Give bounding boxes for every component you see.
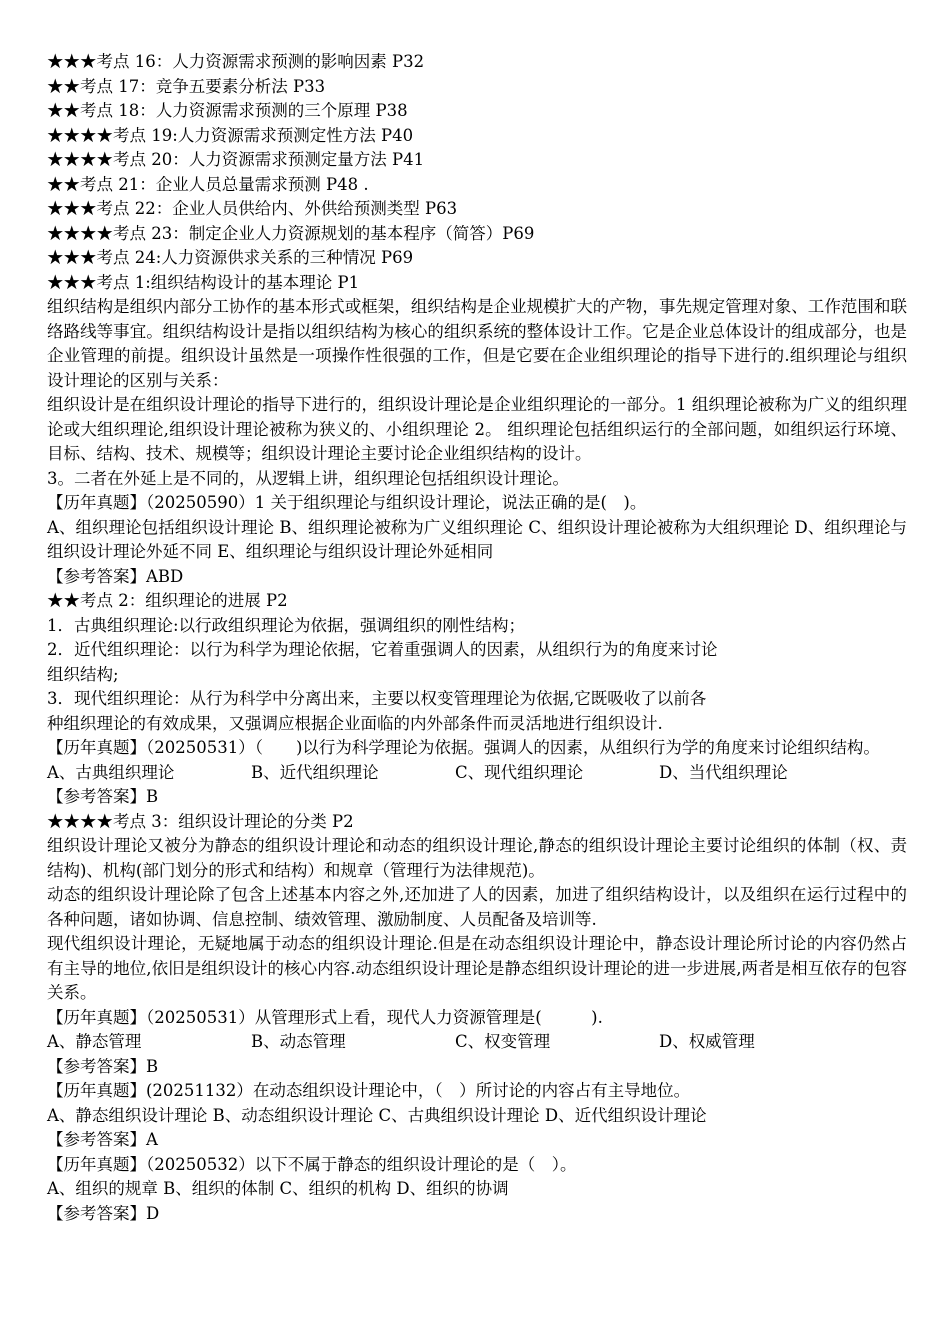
paragraph: 种组织理论的有效成果，又强调应根据企业面临的内外部条件而灵活地进行组织设计. xyxy=(47,713,663,733)
option: C、现代组织理论 xyxy=(455,762,584,782)
paragraph: 组织设计是在组织设计理论的指导下进行的，组织设计理论是企业组织理论的一部分。1 组织理论被称为广义的组织理论或大组织理论,组织设计理论被称为狭义的、小组织理论 2。 组织理论包括组织运行的全部问题，如组织运行环境、目标、结构、技术、规模等；组织设计理论主要讨论企业组织结构的设计。 xyxy=(47,395,907,463)
outline-line: ★★★考点 24:人力资源供求关系的三种情况 P69 xyxy=(47,248,414,267)
exam-question: 【历年真题】（20250531）从管理形式上看，现代人力资源管理是( ). xyxy=(47,1007,603,1027)
outline-line: ★★考点 21：企业人员总量需求预测 P48 . xyxy=(47,174,369,194)
option: B、近代组织理论 xyxy=(251,762,379,782)
option: D、权威管理 xyxy=(659,1032,755,1051)
paragraph: 组织结构是组织内部分工协作的基本形式或框架，组织结构是企业规模扩大的产物，事先规定管理对象、工作范围和联络路线等事宜。组织结构设计是指以组织结构为核心的组织系统的整体设计工作。它是企业总体设计的组成部分，也是企业管理的前提。组织设计虽然是一项操作性很强的工作，但是它要在企业组织理论的指导下进行的.组织理论与组织设计理论的区别与关系： xyxy=(47,297,907,390)
outline-line: ★★★★考点 19:人力资源需求预测定性方法 P40 xyxy=(47,125,414,145)
outline-line: ★★★★考点 20：人力资源需求预测定量方法 P41 xyxy=(47,150,425,169)
answer: 【参考答案】ABD xyxy=(47,566,184,586)
paragraph: 现代组织设计理论，无疑地属于动态的组织设计理论.但是在动态组织设计理论中，静态设计理论所讨论的内容仍然占有主导的地位,依旧是组织设计的核心内容.动态组织设计理论是静态组织设计理论的进一步进展,两者是相互依存的包容关系。 xyxy=(47,934,907,1002)
exam-question: 【历年真题】(20251132）在动态组织设计理论中，（ ）所讨论的内容占有主导地位。 xyxy=(47,1081,691,1100)
exam-question: 【历年真题】（20250531）（ )以行为科学理论为依据。强调人的因素，从组织行为学的角度来讨论组织结构。 xyxy=(47,738,880,757)
question-options: A、组织理论包括组织设计理论 B、组织理论被称为广义组织理论 C、组织设计理论被称为大组织理论 D、组织理论与组织设计理论外延不同 E、组织理论与组织设计理论外延相同 xyxy=(47,517,907,561)
answer: 【参考答案】A xyxy=(47,1130,158,1149)
paragraph: 2．近代组织理论：以行为科学为理论依据，它着重强调人的因素，从组织行为的角度来讨论 xyxy=(47,640,718,659)
outline-line: ★★★考点 22：企业人员供给内、外供给预测类型 P63 xyxy=(47,199,458,218)
outline-line: ★★考点 18：人力资源需求预测的三个原理 P38 xyxy=(47,101,408,120)
question-options: A、组织的规章 B、组织的体制 C、组织的机构 D、组织的协调 xyxy=(47,1179,509,1198)
paragraph: 1．古典组织理论:以行政组织理论为依据，强调组织的刚性结构； xyxy=(47,615,526,635)
paragraph: 3．现代组织理论：从行为科学中分离出来，主要以权变管理理论为依据,它既吸收了以前各 xyxy=(47,689,707,708)
question-options xyxy=(47,1030,907,1055)
option: C、权变管理 xyxy=(455,1032,551,1051)
option: B、动态管理 xyxy=(251,1032,346,1051)
answer: 【参考答案】B xyxy=(47,1056,159,1076)
section-heading-3: ★★★★考点 3：组织设计理论的分类 P2 xyxy=(47,811,354,831)
outline-line: ★★★考点 16：人力资源需求预测的影响因素 P32 xyxy=(47,52,425,71)
section-heading-2: ★★考点 2：组织理论的进展 P2 xyxy=(47,591,288,610)
exam-question: 【历年真题】（20250590）1 关于组织理论与组织设计理论，说法正确的是( )。 xyxy=(47,493,647,512)
document-page xyxy=(47,50,907,1226)
option: D、当代组织理论 xyxy=(659,762,788,782)
section-heading-1: ★★★考点 1:组织结构设计的基本理论 P1 xyxy=(47,272,360,292)
answer: 【参考答案】D xyxy=(47,1203,160,1223)
option: A、古典组织理论 xyxy=(47,762,175,782)
question-options: A、静态组织设计理论 B、动态组织设计理论 C、古典组织设计理论 D、近代组织设计理论 xyxy=(47,1105,707,1125)
paragraph: 组织结构; xyxy=(47,664,119,684)
paragraph: 动态的组织设计理论除了包含上述基本内容之外,还加进了人的因素，加进了组织结构设计，以及组织在运行过程中的各种问题，诸如协调、信息控制、绩效管理、激励制度、人员配备及培训等. xyxy=(47,885,907,929)
paragraph: 3。二者在外延上是不同的，从逻辑上讲，组织理论包括组织设计理论。 xyxy=(47,468,569,488)
outline-line: ★★★★考点 23：制定企业人力资源规划的基本程序（简答）P69 xyxy=(47,223,535,243)
exam-question: 【历年真题】（20250532）以下不属于静态的组织设计理论的是（ ）。 xyxy=(47,1154,577,1174)
paragraph: 组织设计理论又被分为静态的组织设计理论和动态的组织设计理论,静态的组织设计理论主要讨论组织的体制（权、责结构)、机构(部门划分的形式和结构）和规章（管理行为法律规范)。 xyxy=(47,836,907,880)
option: A、静态管理 xyxy=(47,1032,142,1051)
answer: 【参考答案】B xyxy=(47,787,159,806)
question-options xyxy=(47,761,907,786)
outline-line: ★★考点 17：竞争五要素分析法 P33 xyxy=(47,76,326,96)
